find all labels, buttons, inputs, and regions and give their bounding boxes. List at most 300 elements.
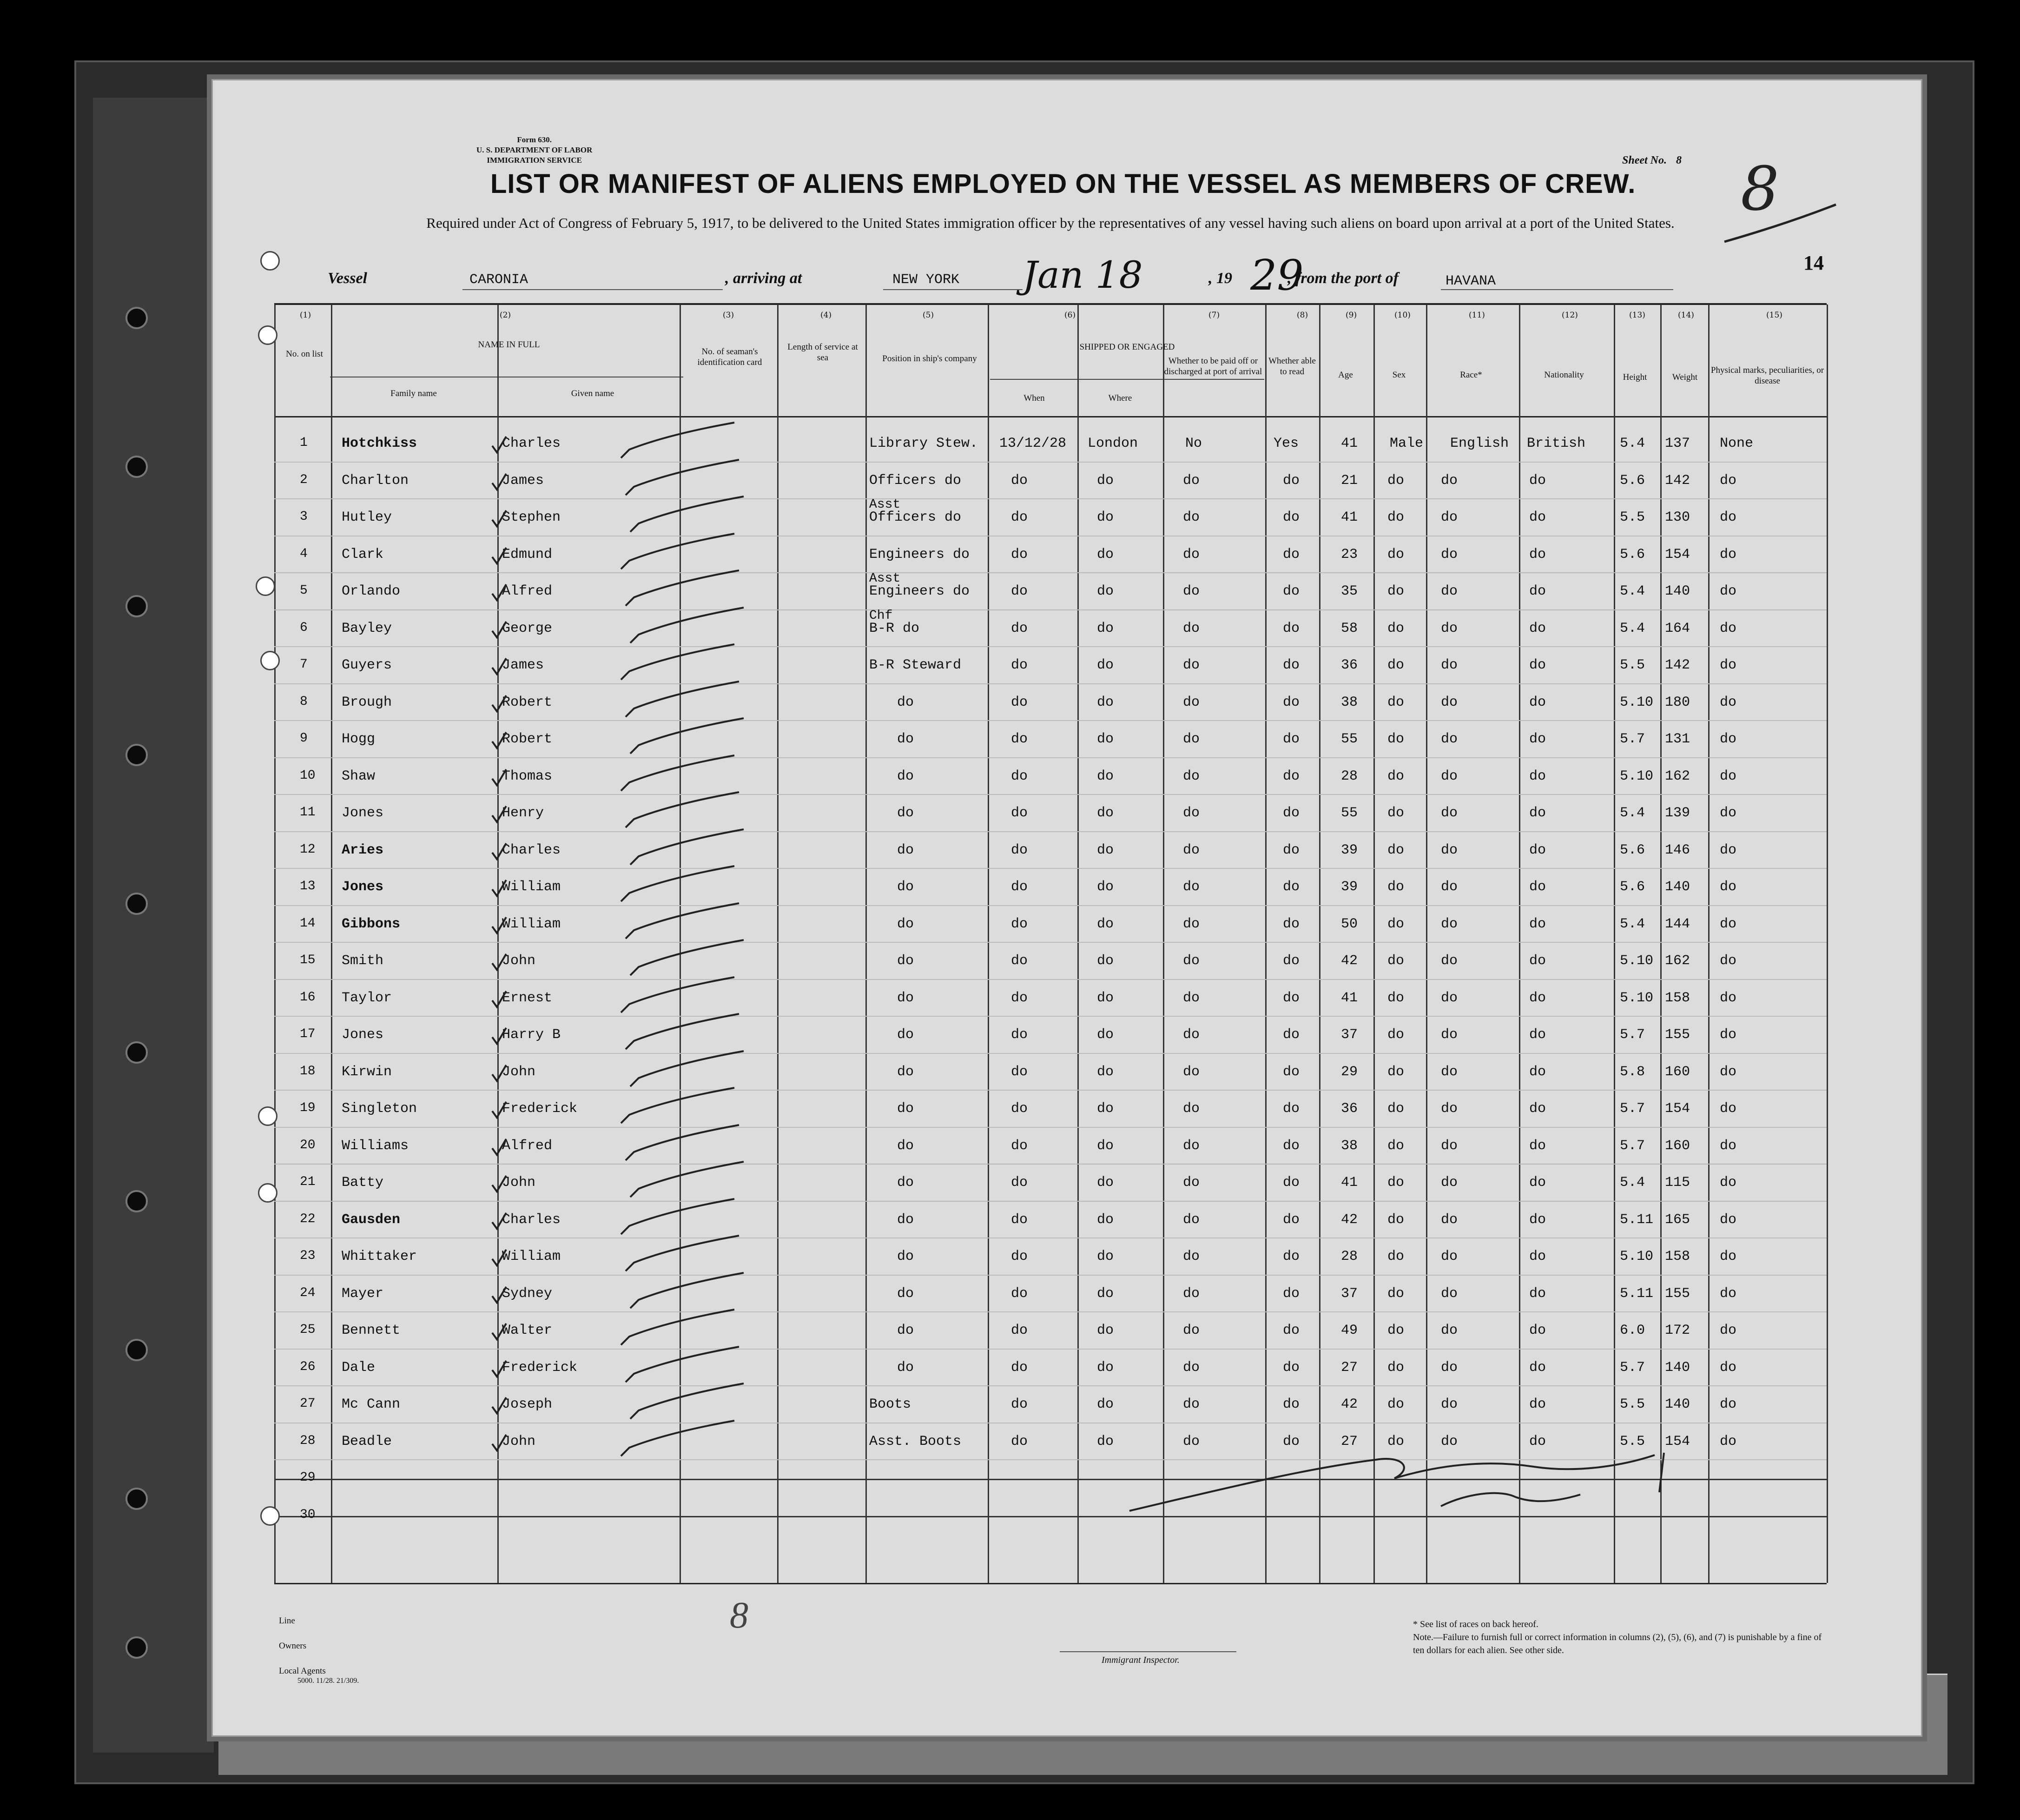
table-row xyxy=(0,795,2020,832)
header-age: Age xyxy=(1338,370,1353,380)
shipped-subheader-rule xyxy=(990,379,1264,380)
weight: 164 xyxy=(1665,620,1690,636)
able-to-read: do xyxy=(1283,472,1300,489)
check-mark-icon xyxy=(623,901,744,943)
race: do xyxy=(1441,1211,1458,1228)
service-label: IMMIGRATION SERVICE xyxy=(487,156,582,165)
able-to-read: do xyxy=(1283,1396,1300,1412)
family-name: Williams xyxy=(342,1138,409,1154)
age: 41 xyxy=(1341,436,1358,451)
family-name: Hotchkiss xyxy=(342,436,417,451)
paid-off: do xyxy=(1183,1285,1200,1302)
check-mark-icon xyxy=(490,988,509,1012)
physical-marks: do xyxy=(1720,990,1737,1006)
family-name: Dale xyxy=(342,1359,376,1376)
given-name: Robert xyxy=(502,731,553,747)
paid-off: do xyxy=(1183,1249,1200,1264)
form-number: Form 630. xyxy=(517,135,552,144)
shipped-where: do xyxy=(1097,472,1114,489)
physical-marks: do xyxy=(1720,1175,1737,1191)
physical-marks: do xyxy=(1720,953,1737,969)
shipped-when: do xyxy=(1011,1285,1028,1302)
shipped-where: do xyxy=(1097,1433,1114,1449)
table-row xyxy=(0,869,2020,906)
sex: do xyxy=(1387,1396,1405,1412)
paid-off: do xyxy=(1183,694,1200,710)
nationality: do xyxy=(1529,1396,1546,1412)
family-name: Aries xyxy=(342,842,384,858)
physical-marks: None xyxy=(1720,436,1754,451)
shipped-when: do xyxy=(1011,1433,1028,1449)
height: 5.11 xyxy=(1620,1211,1654,1228)
family-name: Gibbons xyxy=(342,916,401,932)
row-number: 19 xyxy=(300,1101,316,1115)
sex: do xyxy=(1387,879,1405,895)
height: 5.11 xyxy=(1620,1285,1654,1302)
weight: 131 xyxy=(1665,731,1690,747)
table-row xyxy=(0,1091,2020,1128)
given-name: John xyxy=(502,1175,536,1191)
age: 41 xyxy=(1341,990,1358,1006)
shipped-where: do xyxy=(1097,1027,1114,1043)
check-mark-icon xyxy=(627,495,748,536)
check-mark-icon xyxy=(623,1345,744,1387)
check-mark-icon xyxy=(490,1247,509,1270)
family-name: Brough xyxy=(342,694,392,710)
physical-marks: do xyxy=(1720,1138,1737,1154)
table-row xyxy=(0,1128,2020,1165)
table-row xyxy=(0,610,2020,648)
position: Library Stew. xyxy=(869,436,978,451)
check-mark-icon xyxy=(490,877,509,900)
check-mark-icon xyxy=(490,471,509,494)
physical-marks: do xyxy=(1720,1027,1737,1043)
table-row xyxy=(0,758,2020,795)
given-name: William xyxy=(502,879,561,895)
header-when: When xyxy=(1023,393,1045,403)
nationality: do xyxy=(1529,1285,1546,1302)
given-name: Charles xyxy=(502,436,561,451)
shipped-when: do xyxy=(1011,731,1028,747)
family-name: Gausden xyxy=(342,1211,401,1228)
shipped-when: 13/12/28 xyxy=(999,436,1067,451)
table-row xyxy=(0,573,2020,610)
check-mark-icon xyxy=(490,729,509,753)
given-name: George xyxy=(502,620,553,636)
header-weight: Weight xyxy=(1672,372,1698,382)
family-name: Mayer xyxy=(342,1285,384,1302)
sex: do xyxy=(1387,990,1405,1006)
check-mark-icon xyxy=(618,1419,739,1461)
given-name: Frederick xyxy=(502,1101,578,1117)
shipped-when: do xyxy=(1011,1211,1028,1228)
position: Asst. Boots xyxy=(869,1433,962,1449)
age: 27 xyxy=(1341,1359,1358,1376)
paid-off: do xyxy=(1183,546,1200,563)
shipped-where: do xyxy=(1097,1396,1114,1412)
race: do xyxy=(1441,1396,1458,1412)
table-row xyxy=(0,499,2020,536)
height: 5.10 xyxy=(1620,990,1654,1006)
check-mark-icon xyxy=(490,767,509,790)
weight: 155 xyxy=(1665,1027,1690,1043)
paid-off: do xyxy=(1183,583,1200,599)
nationality: do xyxy=(1529,620,1546,636)
given-name: Robert xyxy=(502,694,553,710)
family-name: Orlando xyxy=(342,583,401,599)
age: 39 xyxy=(1341,879,1358,895)
shipped-when: do xyxy=(1011,990,1028,1006)
weight: 160 xyxy=(1665,1064,1690,1080)
race: do xyxy=(1441,546,1458,563)
sex: do xyxy=(1387,1359,1405,1376)
position: do xyxy=(897,1101,914,1117)
row-number: 25 xyxy=(300,1323,316,1337)
nationality: do xyxy=(1529,731,1546,747)
height: 5.10 xyxy=(1620,768,1654,784)
paid-off: do xyxy=(1183,990,1200,1006)
shipped-when: do xyxy=(1011,879,1028,895)
nationality: do xyxy=(1529,510,1546,525)
corner-number xyxy=(1803,251,1824,275)
check-mark-icon xyxy=(623,1123,744,1165)
row-number: 13 xyxy=(300,879,316,893)
sex: do xyxy=(1387,768,1405,784)
able-to-read: do xyxy=(1283,768,1300,784)
sex: do xyxy=(1387,953,1405,969)
age: 55 xyxy=(1341,731,1358,747)
check-mark-icon xyxy=(490,1210,509,1233)
shipped-where: do xyxy=(1097,990,1114,1006)
shipped-when: do xyxy=(1011,842,1028,858)
race: do xyxy=(1441,990,1458,1006)
shipped-where: do xyxy=(1097,805,1114,821)
shipped-where: do xyxy=(1097,1249,1114,1264)
weight: 162 xyxy=(1665,768,1690,784)
able-to-read: do xyxy=(1283,1285,1300,1302)
sex: do xyxy=(1387,1211,1405,1228)
age: 41 xyxy=(1341,510,1358,525)
race: do xyxy=(1441,510,1458,525)
physical-marks: do xyxy=(1720,1359,1737,1376)
shipped-where: do xyxy=(1097,510,1114,525)
sex: do xyxy=(1387,1285,1405,1302)
sex: Male xyxy=(1390,436,1424,451)
check-mark-icon xyxy=(627,1382,748,1423)
race: do xyxy=(1441,805,1458,821)
sex: do xyxy=(1387,657,1405,673)
shipped-where: do xyxy=(1097,1211,1114,1228)
given-name: James xyxy=(502,657,544,673)
position: do xyxy=(897,916,914,932)
check-mark-icon xyxy=(490,1062,509,1085)
header-name-in-full: NAME IN FULL xyxy=(478,340,540,350)
column-number: (14) xyxy=(1678,311,1694,320)
check-mark-icon xyxy=(618,864,739,906)
shipped-when: do xyxy=(1011,1323,1028,1338)
family-name: Singleton xyxy=(342,1101,417,1117)
family-name: Taylor xyxy=(342,990,392,1006)
column-number: (11) xyxy=(1469,311,1485,320)
punch-hole xyxy=(260,1506,280,1526)
race: do xyxy=(1441,1323,1458,1338)
race: do xyxy=(1441,916,1458,932)
given-name: Stephen xyxy=(502,510,561,525)
binder-hole xyxy=(125,1636,148,1659)
position-prefix: Asst xyxy=(869,497,901,512)
sex: do xyxy=(1387,472,1405,489)
nationality: do xyxy=(1529,472,1546,489)
given-name: Charles xyxy=(502,1211,561,1228)
row-number: 6 xyxy=(300,620,308,635)
check-mark-icon xyxy=(490,1432,509,1455)
given-name: John xyxy=(502,953,536,969)
nationality: do xyxy=(1529,1433,1546,1449)
nationality: do xyxy=(1529,879,1546,895)
family-name: Guyers xyxy=(342,657,392,673)
position: B-R do xyxy=(869,620,920,636)
header-id-card: No. of seaman's identification card xyxy=(697,347,762,367)
column-number: (1) xyxy=(300,311,311,320)
nationality: do xyxy=(1529,657,1546,673)
shipped-when: do xyxy=(1011,1064,1028,1080)
column-number: (13) xyxy=(1629,311,1645,320)
check-mark-icon xyxy=(490,1358,509,1381)
nationality: do xyxy=(1529,1323,1546,1338)
height: 5.4 xyxy=(1620,1175,1645,1191)
position: Officers do xyxy=(869,472,962,489)
check-mark-icon xyxy=(490,434,509,457)
position-prefix: Asst xyxy=(869,571,901,586)
paid-off: do xyxy=(1183,620,1200,636)
row-number: 17 xyxy=(300,1027,316,1041)
nationality: do xyxy=(1529,1175,1546,1191)
shipped-when: do xyxy=(1011,472,1028,489)
weight: 140 xyxy=(1665,1359,1690,1376)
check-mark-icon xyxy=(490,803,509,827)
sex: do xyxy=(1387,620,1405,636)
given-name: William xyxy=(502,916,561,932)
position: Engineers do xyxy=(869,546,970,563)
inspector-signature xyxy=(1116,1441,1720,1525)
row-number: 12 xyxy=(300,842,316,857)
paid-off: do xyxy=(1183,472,1200,489)
physical-marks: do xyxy=(1720,1285,1737,1302)
race: do xyxy=(1441,1138,1458,1154)
race: do xyxy=(1441,1285,1458,1302)
shipped-where: do xyxy=(1097,842,1114,858)
penalty-note: Note.—Failure to furnish full or correct information in columns (2), (5), (6), and (7) is punishable by a fine of ten dollars for each alien. See other side. xyxy=(1413,1632,1822,1655)
physical-marks: do xyxy=(1720,472,1737,489)
shipped-when: do xyxy=(1011,768,1028,784)
year-handwritten: 29 xyxy=(1250,251,1304,300)
physical-marks: do xyxy=(1720,879,1737,895)
age: 55 xyxy=(1341,805,1358,821)
weight: 140 xyxy=(1665,879,1690,895)
shipped-when: do xyxy=(1011,805,1028,821)
given-name: Walter xyxy=(502,1323,553,1338)
weight: 144 xyxy=(1665,916,1690,932)
race: do xyxy=(1441,1433,1458,1449)
nationality: do xyxy=(1529,805,1546,821)
physical-marks: do xyxy=(1720,1211,1737,1228)
shipped-when: do xyxy=(1011,510,1028,525)
height: 5.4 xyxy=(1620,916,1645,932)
paid-off: do xyxy=(1183,879,1200,895)
weight: 142 xyxy=(1665,657,1690,673)
nationality: do xyxy=(1529,1359,1546,1376)
check-mark-icon xyxy=(623,790,744,832)
check-mark-icon xyxy=(627,1049,748,1091)
given-name: James xyxy=(502,472,544,489)
race: English xyxy=(1450,436,1509,451)
from-port-underline xyxy=(1441,289,1673,290)
position: do xyxy=(897,1323,914,1338)
family-name: Hogg xyxy=(342,731,376,747)
check-mark-icon xyxy=(618,1197,739,1239)
physical-marks: do xyxy=(1720,731,1737,747)
row-number: 23 xyxy=(300,1249,316,1263)
vessel-label: Vessel xyxy=(328,270,367,287)
header-marks: Physical marks, peculiarities, or disease xyxy=(1710,365,1824,386)
race: do xyxy=(1441,1249,1458,1264)
weight: 160 xyxy=(1665,1138,1690,1154)
check-mark-icon xyxy=(618,1308,739,1350)
sex: do xyxy=(1387,510,1405,525)
nationality: do xyxy=(1529,583,1546,599)
row-number: 15 xyxy=(300,953,316,967)
check-mark-icon xyxy=(618,754,739,795)
sex: do xyxy=(1387,805,1405,821)
age: 42 xyxy=(1341,1211,1358,1228)
sex: do xyxy=(1387,916,1405,932)
punch-hole xyxy=(260,651,280,670)
column-number: (10) xyxy=(1394,311,1411,320)
family-name: Hutley xyxy=(342,510,392,525)
age: 28 xyxy=(1341,1249,1358,1264)
family-name: Bayley xyxy=(342,620,392,636)
table-row xyxy=(0,647,2020,684)
header-where: Where xyxy=(1108,393,1132,403)
age: 29 xyxy=(1341,1064,1358,1080)
physical-marks: do xyxy=(1720,694,1737,710)
able-to-read: do xyxy=(1283,1249,1300,1264)
check-mark-icon xyxy=(627,938,748,980)
height: 5.7 xyxy=(1620,1027,1645,1043)
position: do xyxy=(897,842,914,858)
shipped-where: do xyxy=(1097,694,1114,710)
height: 5.5 xyxy=(1620,510,1645,525)
shipped-when: do xyxy=(1011,657,1028,673)
sex: do xyxy=(1387,1249,1405,1264)
check-mark-icon xyxy=(627,1271,748,1313)
family-name: Jones xyxy=(342,879,384,895)
check-mark-icon xyxy=(623,1234,744,1276)
able-to-read: do xyxy=(1283,1433,1300,1449)
race-note: * See list of races on back hereof. xyxy=(1413,1619,1538,1629)
shipped-where: do xyxy=(1097,731,1114,747)
height: 5.5 xyxy=(1620,1433,1645,1449)
family-name: Whittaker xyxy=(342,1249,417,1264)
handwritten-footer-mark: 8 xyxy=(730,1595,748,1636)
sheet-number xyxy=(1622,154,1682,167)
age: 49 xyxy=(1341,1323,1358,1338)
shipped-where: do xyxy=(1097,583,1114,599)
shipped-where: do xyxy=(1097,1323,1114,1338)
local-agents-label: Local Agents xyxy=(279,1666,326,1676)
family-name: Kirwin xyxy=(342,1064,392,1080)
row-number: 1 xyxy=(300,436,308,450)
paid-off: do xyxy=(1183,1396,1200,1412)
race: do xyxy=(1441,879,1458,895)
shipped-when: do xyxy=(1011,1396,1028,1412)
table-top-rule xyxy=(274,303,1827,305)
paid-off: do xyxy=(1183,657,1200,673)
paid-off: do xyxy=(1183,731,1200,747)
row-number: 9 xyxy=(300,731,308,746)
from-port-label: , from the port of xyxy=(1287,270,1399,287)
shipped-when: do xyxy=(1011,694,1028,710)
nationality: do xyxy=(1529,768,1546,784)
race: do xyxy=(1441,1064,1458,1080)
height: 5.6 xyxy=(1620,472,1645,489)
given-name: Charles xyxy=(502,842,561,858)
weight: 172 xyxy=(1665,1323,1690,1338)
position: do xyxy=(897,1249,914,1264)
check-mark-icon xyxy=(623,458,744,500)
weight: 158 xyxy=(1665,990,1690,1006)
age: 36 xyxy=(1341,657,1358,673)
physical-marks: do xyxy=(1720,768,1737,784)
shipped-where: do xyxy=(1097,546,1114,563)
physical-marks: do xyxy=(1720,1101,1737,1117)
check-mark-icon xyxy=(490,1173,509,1196)
able-to-read: do xyxy=(1283,916,1300,932)
position: do xyxy=(897,1285,914,1302)
weight: 146 xyxy=(1665,842,1690,858)
shipped-when: do xyxy=(1011,583,1028,599)
able-to-read: do xyxy=(1283,546,1300,563)
position: do xyxy=(897,731,914,747)
race: do xyxy=(1441,1359,1458,1376)
physical-marks: do xyxy=(1720,1433,1737,1449)
weight: 162 xyxy=(1665,953,1690,969)
able-to-read: do xyxy=(1283,583,1300,599)
check-mark-icon xyxy=(623,569,744,610)
nationality: do xyxy=(1529,953,1546,969)
shipped-where: do xyxy=(1097,1064,1114,1080)
height: 5.4 xyxy=(1620,620,1645,636)
race: do xyxy=(1441,731,1458,747)
check-mark-icon xyxy=(490,619,509,642)
weight: 180 xyxy=(1665,694,1690,710)
shipped-when: do xyxy=(1011,546,1028,563)
check-mark-icon xyxy=(490,914,509,938)
able-to-read: do xyxy=(1283,1101,1300,1117)
sex: do xyxy=(1387,1433,1405,1449)
check-mark-icon xyxy=(490,1284,509,1307)
shipped-when: do xyxy=(1011,1175,1028,1191)
table-row xyxy=(0,1312,2020,1350)
able-to-read: do xyxy=(1283,1175,1300,1191)
paid-off: do xyxy=(1183,1433,1200,1449)
position: B-R Steward xyxy=(869,657,962,673)
age: 38 xyxy=(1341,694,1358,710)
weight: 154 xyxy=(1665,1433,1690,1449)
physical-marks: do xyxy=(1720,1249,1737,1264)
table-row xyxy=(0,906,2020,943)
sheet-number-value: 8 xyxy=(1676,154,1682,166)
